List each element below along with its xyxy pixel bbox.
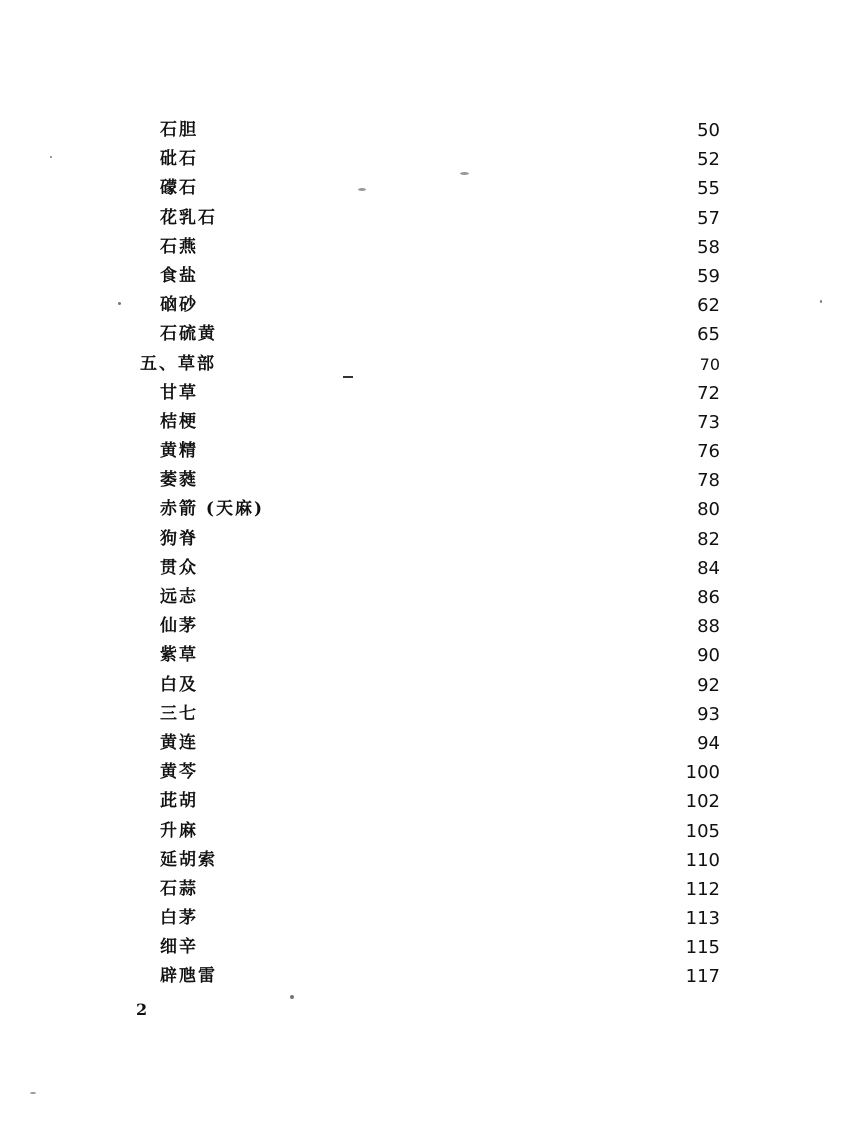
- toc-entry-page: 73: [697, 411, 720, 433]
- toc-entry: [140, 204, 730, 233]
- toc-entry: [140, 700, 730, 729]
- toc-entry: [140, 641, 730, 670]
- toc-entry-title: 贯众: [160, 557, 198, 578]
- toc-entry: [140, 116, 730, 145]
- toc-entry-title: 升麻: [160, 820, 198, 841]
- toc-entry-title: 白茅: [160, 908, 198, 929]
- toc-entry-page: 105: [685, 820, 720, 842]
- toc-entry: [140, 933, 730, 962]
- toc-entry-title: 黄芩: [160, 762, 198, 783]
- toc-entry: [140, 174, 730, 203]
- toc-entry: [140, 671, 730, 700]
- toc-section-heading: [140, 350, 730, 379]
- scan-speck: [358, 188, 366, 191]
- toc-entry: [140, 729, 730, 758]
- toc-entry-title: 硇砂: [160, 295, 198, 316]
- toc-entry-page: 90: [697, 645, 720, 667]
- toc-entry-title: 萎蕤: [160, 470, 198, 491]
- toc-entry: [140, 320, 730, 349]
- toc-entry-title: 砒石: [160, 149, 198, 170]
- toc-entry: [140, 758, 730, 787]
- toc-entry-title: 礞石: [160, 178, 198, 199]
- toc-entry-title: 紫草: [160, 645, 198, 666]
- toc-entry-page: 102: [685, 791, 720, 813]
- page-number: 2: [136, 1000, 148, 1019]
- toc-entry-page: 58: [697, 236, 720, 258]
- toc-entry-page: 113: [685, 908, 720, 930]
- toc-entry: [140, 817, 730, 846]
- toc-entry-title: 远志: [160, 587, 198, 607]
- toc-entry-title: 石胆: [160, 120, 198, 140]
- toc-entry: [140, 904, 730, 933]
- toc-entry-page: 94: [697, 732, 720, 754]
- toc-entry: [140, 291, 730, 320]
- toc-entry: [140, 145, 730, 174]
- toc-entry-title: 白及: [160, 674, 198, 695]
- toc-entry-page: 52: [697, 149, 720, 171]
- scan-speck: [50, 156, 52, 158]
- scan-speck: [118, 302, 121, 305]
- toc-entry-page: 55: [697, 178, 720, 200]
- toc-entry-page: 78: [697, 470, 720, 492]
- toc-entry: [140, 466, 730, 495]
- toc-entry-title: 延胡索: [160, 849, 217, 870]
- toc-entry-page: 86: [697, 587, 720, 608]
- toc-entry-page: 80: [697, 499, 720, 521]
- toc-entry: [140, 846, 730, 875]
- toc-entry-page: 112: [685, 878, 720, 900]
- toc-entry-title: 茈胡: [160, 791, 198, 812]
- toc-entry: [140, 379, 730, 408]
- toc-entry: [140, 787, 730, 816]
- scan-speck: [290, 995, 294, 999]
- toc-entry-page: 57: [697, 207, 720, 229]
- toc-entry-title: 石燕: [160, 236, 198, 257]
- toc-entry-page: 65: [697, 324, 720, 346]
- toc-entry-title: 仙茅: [160, 616, 198, 637]
- toc-entry-page: 110: [685, 849, 720, 871]
- toc-entry-page: 93: [697, 703, 720, 725]
- toc-entry-page: 50: [697, 120, 720, 141]
- toc-entry: [140, 262, 730, 291]
- toc-entry-page: 92: [697, 674, 720, 696]
- scan-speck: [343, 376, 353, 378]
- table-of-contents: [140, 116, 730, 992]
- toc-entry-page: 88: [697, 616, 720, 638]
- toc-entry-page: 115: [685, 937, 720, 959]
- toc-entry-page: 117: [685, 966, 720, 988]
- toc-entry: [140, 437, 730, 466]
- toc-entry-page: 70: [699, 354, 720, 374]
- scan-speck: [820, 300, 822, 303]
- toc-entry: [140, 962, 730, 991]
- toc-entry-title: 石蒜: [160, 878, 198, 899]
- toc-entry-title: 赤箭 (天麻): [160, 499, 265, 520]
- toc-entry-page: 82: [697, 528, 720, 550]
- toc-entry-page: 100: [685, 762, 720, 784]
- toc-entry: [140, 554, 730, 583]
- toc-entry-title: 食盐: [160, 265, 198, 286]
- toc-entry-page: 62: [697, 295, 720, 317]
- scan-speck: [460, 172, 469, 175]
- scan-speck: [30, 1092, 36, 1094]
- toc-entry-title: 桔梗: [160, 411, 198, 432]
- toc-entry-title: 三七: [160, 703, 198, 724]
- toc-entry-page: 72: [697, 382, 720, 404]
- toc-entry-title: 黄精: [160, 441, 198, 462]
- toc-entry-title: 辟虺雷: [160, 966, 217, 987]
- toc-entry-title: 细辛: [160, 937, 198, 958]
- toc-entry: [140, 875, 730, 904]
- toc-entry-title: 甘草: [160, 382, 198, 403]
- toc-entry-title: 五、草部: [140, 353, 216, 374]
- toc-entry: [140, 525, 730, 554]
- toc-entry-title: 黄连: [160, 732, 198, 753]
- toc-entry-title: 狗脊: [160, 528, 198, 549]
- toc-entry-page: 84: [697, 557, 720, 579]
- toc-entry-title: 石硫黄: [160, 324, 217, 345]
- toc-entry-title: 花乳石: [160, 207, 217, 228]
- toc-entry: [140, 583, 730, 612]
- toc-entry: [140, 612, 730, 641]
- toc-entry-page: 59: [697, 265, 720, 287]
- toc-entry-page: 76: [697, 441, 720, 463]
- toc-entry: [140, 233, 730, 262]
- toc-entry: [140, 408, 730, 437]
- toc-entry: [140, 495, 730, 524]
